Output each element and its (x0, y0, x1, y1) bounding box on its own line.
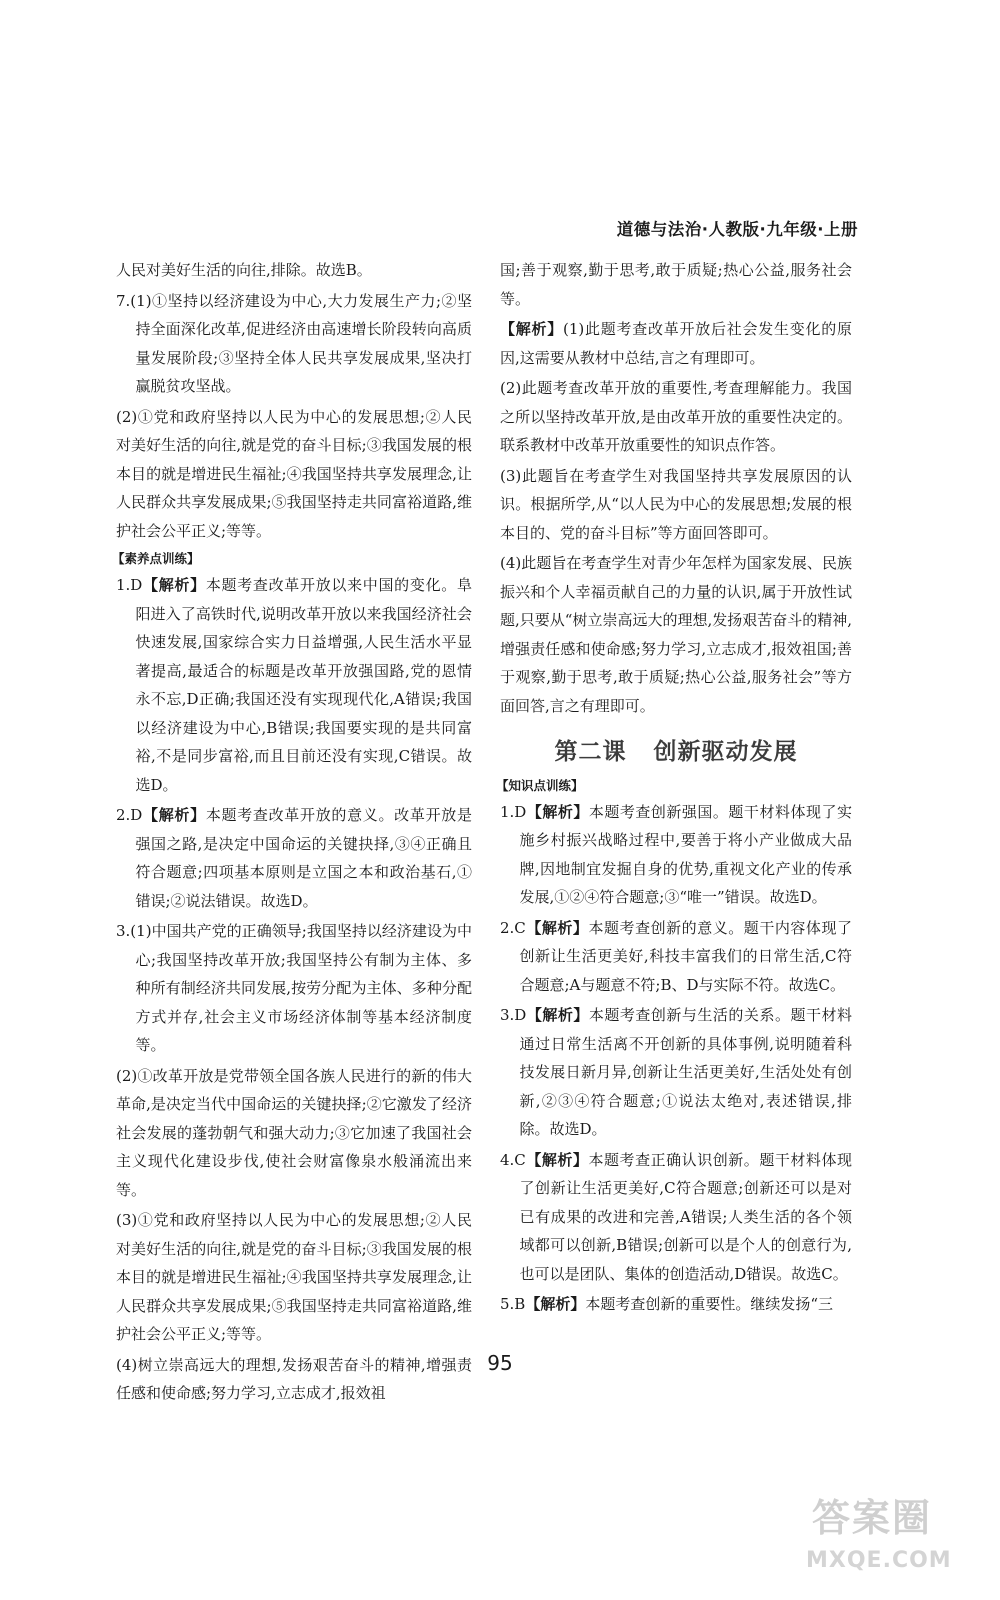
analysis-text: 本题考查改革开放的意义。改革开放是强国之路,是决定中国命运的关键抉择,③④正确且符合题意;四项基本原则是立国之本和政治基石,①错误;②说法错误。故选D。 (135, 806, 472, 910)
paragraph: 人民对美好生活的向往,排除。故选B。 (116, 261, 372, 279)
analysis-tag: 【解析】 (526, 1006, 589, 1024)
knowledge-question-2 (500, 914, 852, 1000)
section-label-knowledge: 【知识点训练】 (496, 777, 584, 793)
analysis-4: (4)此题旨在考查学生对青少年怎样为国家发展、民族振兴和个人幸福贡献自己的力量的认识,属于开放性试题,只要从“树立崇高远大的理想,发扬艰苦奋斗的精神,增强责任感和使命感;努力学习,立志成才,报效祖国;善于观察,勤于思考,敢于质疑;热心公益,服务社会”等方面回答,言之有理即可。 (500, 554, 852, 715)
analysis-tag: 【解析】 (500, 320, 563, 338)
knowledge-question-5 (500, 1290, 852, 1319)
analysis-text: 本题考查创新的重要性。继续发扬“三 (585, 1295, 834, 1313)
paragraph: 国;善于观察,勤于思考,敢于质疑;热心公益,服务社会等。 (500, 261, 852, 308)
left-column (112, 256, 472, 1410)
question-3-part-1: 3.(1)中国共产党的正确领导;我国坚持以经济建设为中心;我国坚持改革开放;我国坚持公有制为主体、多种所有制经济共同发展,按劳分配为主体、多种分配方式并存,社会主义市场经济体制等基本经济制度等。 (116, 922, 472, 1054)
analysis-tag: 【解析】 (526, 802, 589, 821)
knowledge-question-3 (500, 1001, 852, 1144)
analysis-tag: 【解析】 (525, 1150, 589, 1169)
analysis-text: 本题考查创新强国。题干材料体现了实施乡村振兴战略过程中,要善于将小产业做成大品牌,因地制宜发掘自身的优势,重视文化产业的传承发展,①②④符合题意;③“唯一”错误。故选D。 (519, 802, 852, 906)
analysis-tag: 【解析】 (525, 918, 589, 937)
analysis-text: 本题考查正确认识创新。题干材料体现了创新让生活更美好,C符合题意;创新还可以是对已有成果的改进和完善,A错误;人类生活的各个领域都可以创新,B错误;创新可以是个人的创意行为,也可以是团队、集体的创造活动,D错误。故选C。 (519, 1150, 852, 1283)
analysis-2: (2)此题考查改革开放的重要性,考查理解能力。我国之所以坚持改革开放,是由改革开放的重要性决定的。联系教材中改革开放重要性的知识点作答。 (500, 379, 852, 454)
analysis-text: (1)此题考查改革开放后社会发生变化的原因,这需要从教材中总结,言之有理即可。 (500, 320, 852, 367)
question-3-part-3: (3)①党和政府坚持以人民为中心的发展思想;②人民对美好生活的向往,就是党的奋斗目标;③我国发展的根本目的就是增进民生福祉;④我国坚持共享发展理念,让人民群众共享发展成果;⑤我国坚持走共同富裕道路,维护社会公平正义;等等。 (116, 1211, 472, 1343)
question-2 (116, 801, 472, 915)
answer-key: 2.D (116, 806, 143, 824)
analysis-1 (500, 315, 852, 372)
question-3-part-4: (4)树立崇高远大的理想,发扬艰苦奋斗的精神,增强责任感和使命感;努力学习,立志成才,报效祖 (116, 1355, 472, 1402)
running-header: 道德与法治·人教版·九年级·上册 (616, 220, 858, 239)
question-7-part-1: 7.(1)①坚持以经济建设为中心,大力发展生产力;②坚持全面深化改革,促进经济由高速增长阶段转向高质量发展阶段;③坚持全体人民共享发展成果,坚决打赢脱贫攻坚战。 (116, 291, 472, 395)
right-column (496, 256, 852, 1321)
page-number: 95 (487, 1351, 513, 1375)
lesson-title: 第二课 创新驱动发展 (554, 739, 798, 765)
analysis-text: 本题考查创新的意义。题干内容体现了创新让生活更美好,科技丰富我们的日常生活,C符合题意;A与题意不符;B、D与实际不符。故选C。 (519, 918, 852, 994)
answer-key: 3.D (500, 1006, 527, 1024)
question-7-part-2: (2)①党和政府坚持以人民为中心的发展思想;②人民对美好生活的向往,就是党的奋斗目标;③我国发展的根本目的就是增进民生福祉;④我国坚持共享发展理念,让人民群众共享发展成果;⑤我国坚持走共同富裕道路,维护社会公平正义;等等。 (116, 407, 472, 540)
answer-key: 1.D (116, 576, 143, 594)
section-label-training: 【素养点训练】 (112, 551, 200, 566)
question-3-part-2: (2)①改革开放是党带领全国各族人民进行的新的伟大革命,是决定当代中国命运的关键抉择;②它激发了经济社会发展的蓬勃朝气和强大动力;③它加速了我国社会主义现代化建设步伐,使社会财富像泉水般涌流出来等。 (116, 1066, 472, 1199)
knowledge-question-4 (500, 1146, 852, 1289)
watermark-logo: 答案圈 (812, 1496, 933, 1540)
knowledge-question-1 (500, 798, 852, 912)
watermark-url: MXQE.COM (806, 1548, 952, 1573)
answer-key: 1.D (500, 802, 527, 821)
answer-key: 5.B (500, 1295, 526, 1313)
question-1 (116, 571, 472, 799)
analysis-text: 本题考查创新与生活的关系。题干材料通过日常生活离不开创新的具体事例,说明随着科技发展日新月异,创新让生活更美好,生活处处有创新,②③④符合题意;①说法太绝对,表述错误,排除。故选D。 (519, 1006, 852, 1138)
analysis-tag: 【解析】 (142, 576, 206, 594)
analysis-text: 本题考查改革开放以来中国的变化。阜阳进入了高铁时代,说明改革开放以来我国经济社会快速发展,国家综合实力日益增强,人民生活水平显著提高,最适合的标题是改革开放强国路,党的恩情永不忘,D正确;我国还没有实现现代化,A错误;我国以经济建设为中心,B错误;我国要实现的是共同富裕,不是同步富裕,而且目前还没有实现,C错误。故选D。 (135, 576, 472, 794)
analysis-tag: 【解析】 (142, 806, 206, 824)
analysis-3: (3)此题旨在考查学生对我国坚持共享发展原因的认识。根据所学,从“以人民为中心的发展思想;发展的根本目的、党的奋斗目标”等方面回答即可。 (500, 466, 852, 542)
answer-key: 4.C (500, 1150, 526, 1169)
answer-key: 2.C (500, 918, 526, 937)
analysis-tag: 【解析】 (525, 1295, 586, 1313)
